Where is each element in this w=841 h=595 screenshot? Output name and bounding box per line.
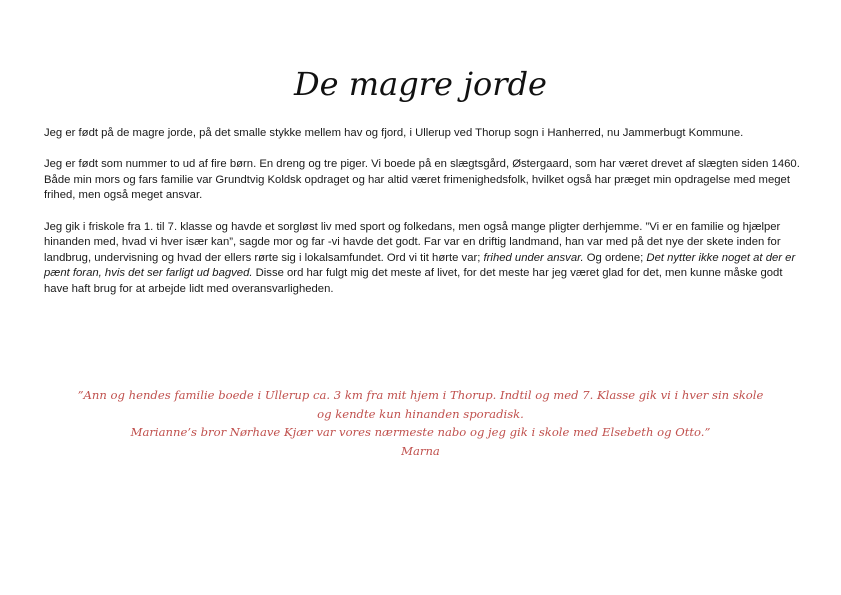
paragraph-birthplace: Jeg er født på de magre jorde, på det smalle stykke mellem hav og fjord, i Ullerup ved Thorup sogn i Hanherred, nu Jammerbugt Kommune. — [44, 127, 744, 139]
paragraph-school — [44, 220, 800, 298]
quote-block — [40, 386, 801, 460]
quote-line-1: ”Ann og hendes familie boede i Ullerup ca. 3 km fra mit hjem i Thorup. Indtil og med 7. Klasse gik vi i hver sin skole — [77, 388, 764, 402]
paragraph-school-text-a: Jeg gik i friskole fra 1. til 7. klasse og havde et sorgløst liv med sport og folkedans, men også mange pligter derhjemme. ”Vi er en familie og hjælper hinanden med, hvad vi hver især kan”, sagde mor og far -vi havde det godt. Far var en driftig landmand, han var med på det nye der skete inden for landbrug, undervisning og hvad der ellers rørte sig i lokalsamfundet. Ord vi tit hørte var; — [44, 220, 781, 264]
quote-line-3: Marianne’s bror Nørhave Kjær var vores nærmeste nabo og jeg gik i skole med Elsebeth og Otto.” — [130, 425, 711, 440]
quote-line-2: og kendte kun hinanden sporadisk. — [317, 406, 524, 421]
paragraph-school-emphasis-b: Det nytter ikke noget at der er pænt foran, hvis det ser farligt ud bagved. — [44, 251, 796, 280]
paragraph-family: Jeg er født som nummer to ud af fire børn. En dreng og tre piger. Vi boede på en slægtsgård, Østergaard, som har været drevet af slægten siden 1460. Både min mors og fars familie var Grundtvig Koldsk opdraget og har altid været frimenighedsfolk, hvilket også har præget min opdragelse med meget frihed, men også meget ansvar. — [44, 158, 800, 202]
paragraph-school-text-c: Disse ord har fulgt mig det meste af livet, for det meste har jeg været glad for det, men kunne måske godt have haft brug for at arbejde lidt med overansvarligheden. — [44, 267, 783, 295]
paragraph-school-emphasis-a: frihed under ansvar. — [483, 251, 584, 264]
quote-signature: Marna — [401, 443, 440, 458]
page-title: De magre jorde — [294, 65, 547, 103]
body-text — [44, 126, 800, 313]
paragraph-school-text-b: Og ordene; — [583, 251, 647, 264]
